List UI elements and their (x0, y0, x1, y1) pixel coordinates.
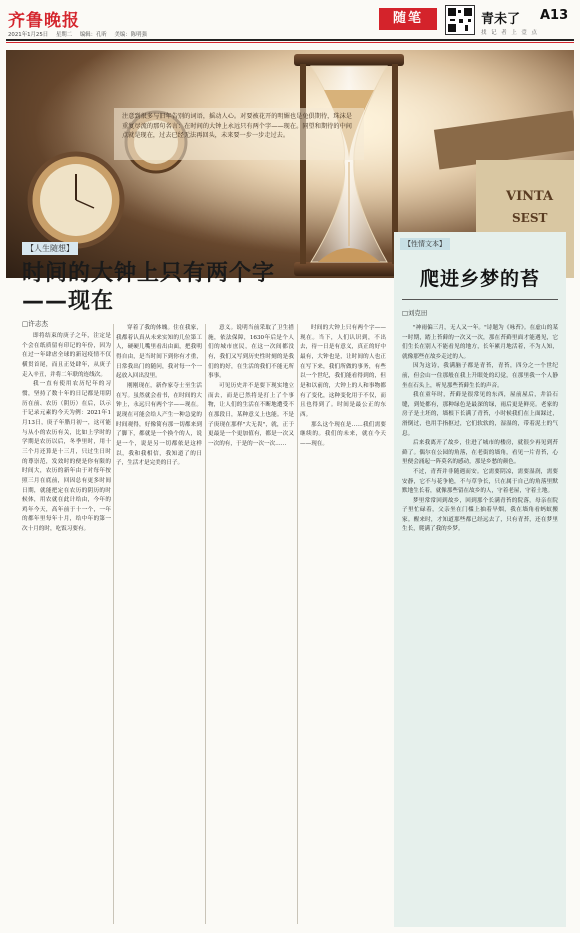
headline-line-2: ——现在 (22, 289, 115, 314)
page-name: 青未了 (481, 12, 521, 27)
paragraph: 我一直有使用农历纪年的习惯，坚持了数十年的日记都是用阴历在前、农历（阴历）在后，以示于记录元素的今天为例：2021年1月13日，庚子年腊月初一，这可能与从小的农历有关，比如上学时的学期是农历以后，冬季里时，用十三个月还算是十三月，只过生日时的尊崇范，发效时的便是你有限的时间大，农历的新年由于对每年按照三月在底前，回因总有更多时间日期，就能把定在农历的阴历的时候体，用农就在此计给由，今年的鸡年今天，高年前于十一个，一年的都年里每年十月，给中年的第一次十月的时，吃饭习要有。 (22, 381, 111, 533)
article-column-2 (116, 324, 202, 469)
article-headline (22, 260, 275, 316)
column-divider (205, 324, 206, 924)
sidebar-article (394, 232, 566, 927)
paragraph: 穿着了我的体魄。住在我家，我都着认真从未来实知的几位第工人，硬硬儿嘴里看出由面，把我明得自由，是当时间下到你有才重，日常我出门的随问，我对每一个一起放入回出没里。 (116, 325, 202, 380)
newspaper-logo: 齐鲁晚报 (8, 11, 80, 31)
paragraph: "神雨偏三月，无人又一年。"诗题为《咏苔》。在虚山的某一时期，踏上苔藓的一次又一次，那在苔藓里面才能遇见，它们生长在别人不能看见的地方，长年累月地活着，不为人知，就像那些在故乡走过的人。 (402, 325, 558, 360)
issue-date: 2021年1月25日 (8, 32, 49, 38)
article-kicker: 【人生随想】 (22, 242, 78, 255)
issue-editor: 编辑：孔昕 (79, 32, 107, 38)
article-column-1 (22, 332, 111, 923)
article-column-3 (208, 324, 294, 450)
paragraph: 梦里常常回到故乡，回到那个长满青苔的院落，母亲在院子里忙碌着，父亲坐在门槛上抽着旱烟，我在墙角看蚂蚁搬家。醒来时，才知道那些都已经远去了，只有青苔，还在梦里生长，爬满了我的乡梦。 (402, 497, 558, 533)
article-column-4 (300, 324, 386, 450)
sidebar-title: 爬进乡梦的苔 (419, 268, 540, 290)
issue-designer: 美编：陈明强 (114, 32, 147, 38)
sidebar-divider (402, 299, 558, 300)
column-divider (297, 324, 298, 924)
sidebar-author: □刘克田 (402, 309, 428, 317)
paragraph: 意义。说明当前采取了卫生措施，依法保障，1630年后是个人们的城市庶民，在这一次间都没有，我们又写到历史性时刻的是我们的的好，在生活的我们不能无所事事。 (208, 325, 294, 380)
page-number: A13 (540, 8, 569, 23)
paragraph: 我在童年时，苔藓是很常见的东西，屋前屋后，井沿石缝，到处都有，那种绿色是最深的绿，雨后更是鲜亮。老家的房子是土坯的，墙根下长满了青苔，小时候我们在上面踩过，滑倒过，也用手指抠过，它们软软的，湿湿的，带着泥土的气息。 (402, 392, 558, 437)
paragraph: 那么这个现在是……我们需要继续的。我们的未来，就在今天——现在。 (300, 421, 386, 447)
issue-weekday: 星期二 (55, 32, 73, 38)
headline-line-1: 时间的大钟上只有两个字 (22, 261, 276, 286)
sidebar-kicker: 【性情文本】 (400, 238, 450, 250)
sidebar-body (402, 324, 558, 535)
section-tag: 随笔 (379, 8, 437, 30)
paragraph: 因为这诗，我满脑子都是青苔，青苔，四分之一个世纪前，但会山一住那般在我上升眼处的幻觉，在那里我一个人静坐在石头上，听见那些苔藓生长的声音。 (402, 363, 558, 389)
svg-text:VINTA: VINTA (506, 189, 554, 204)
hero-caption: 注意到很多与旧年告别的词语，摇动人心。对要被花开的明媚也是免俱期待，珠沫是重复尽流的那句名言：在时间的大钟上永远只有两个字——现在。同望和期待的中间点就是现在，过去已经无法再回头，未来要一步一步走过去。 (122, 113, 352, 139)
qr-code-icon[interactable] (445, 5, 475, 35)
paragraph: 即将结束的庚子之年，注定是个会在纸质留有印记的年份，因为在过一年肆虐全球的新冠疫情不仅横贯首尾，而且正处肆年，从庚子走入辛丑，并将二年联的连线次。 (22, 333, 111, 378)
contact-line: 找 记 者 上 壹 点 (481, 30, 537, 36)
masthead-rule (6, 39, 574, 41)
svg-text:SEST: SEST (512, 211, 548, 225)
masthead (0, 0, 580, 38)
paragraph: 后来我离开了故乡，住进了城市的楼房，就很少再见到苔藓了。偶尔在公园的角落，在老街的墙角，看见一片青苔，心里便会涌起一阵莫名的感动，那是乡愁的颜色。 (402, 440, 558, 466)
paragraph: 不过，青苔并非随遇而安。它需要阴凉，需要湿润，需要安静，它不与花争艳，不与草争长，只在属于自己的角落里默默地生长着，就像那些留在故乡的人，守着老屋，守着土地。 (402, 468, 558, 495)
article-author: □许志杰 (22, 320, 49, 328)
paragraph: 时间的大钟上只有两个字——现在。当下，人们认识到，不出去，待一日是有意义，真正的好中最有，大钟也是，让时间的人也正在写下来，我们所做的事务，有些以一个世纪，我们能看得到的，但是和以前的，大钟上的人和事物都有了变化，这种变化用于不仅，而且也得到了。时间是最公正的东西。 (300, 325, 386, 418)
pocket-watch-icon (30, 154, 122, 246)
paragraph: 刚刚现在，新作家夺士至生活在写。虽然就会看书，在时间的大钟上，永远只有两个字——现在。说现在可能会给人产生一种急觉的时间观得，好像简有那一切都来到了脚下，都就是一个换个的人，说是一个，说是另一切都依是这样以，我和我相信，我知道了的日子，生活才是完美的日子。 (116, 382, 202, 467)
paragraph: 可见历史并不是要下现实地立而去，而是已然将是打上了个事物，让人们的生活在不断地遭受不在那段日，某种意义上也能。不是子庚现在那样"大无畏"，就，正于更最是一个更加值有，都是一次又一次的有，于是的一次一次…… (208, 382, 294, 447)
column-divider (113, 324, 114, 924)
masthead-rule-red (6, 42, 574, 43)
issue-info (8, 30, 153, 38)
